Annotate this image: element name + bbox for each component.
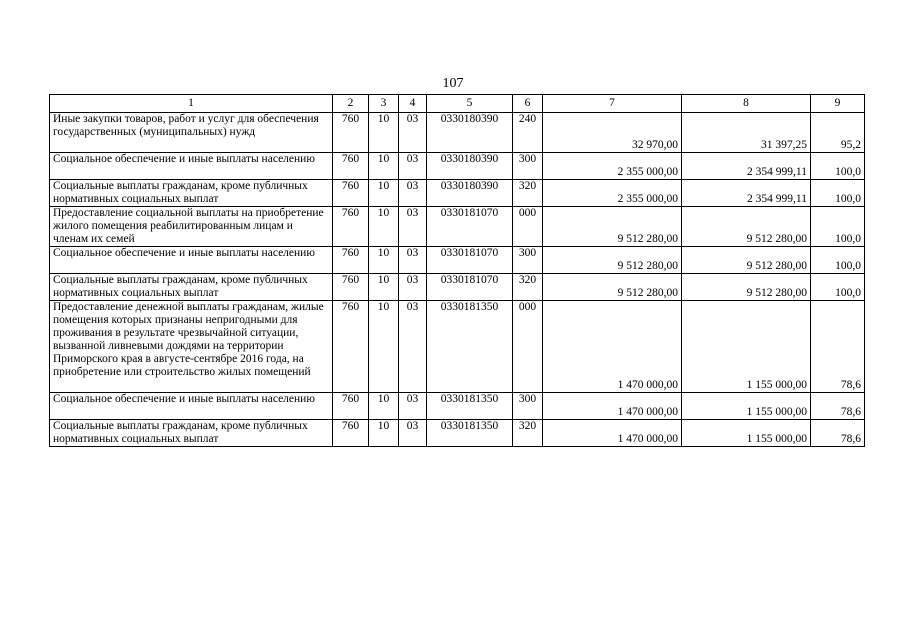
code-cell: 10 [369,153,399,180]
table-row [50,247,865,274]
table-row [50,274,865,301]
row-name: Социальные выплаты гражданам, кроме публичных нормативных социальных выплат [50,274,333,301]
percent-cell: 100,0 [811,180,865,207]
code-cell: 0330181350 [427,420,513,447]
code-cell: 03 [399,247,427,274]
code-cell: 03 [399,301,427,393]
code-cell: 03 [399,420,427,447]
budget-table [49,94,865,447]
column-header: 4 [399,95,427,113]
code-cell: 760 [333,301,369,393]
percent-cell: 100,0 [811,247,865,274]
code-cell: 000 [513,207,543,247]
amount-cell: 9 512 280,00 [682,207,811,247]
code-cell: 10 [369,274,399,301]
percent-cell: 100,0 [811,207,865,247]
table-row [50,113,865,153]
row-name: Иные закупки товаров, работ и услуг для обеспечения государственных (муниципальных) нужд [50,113,333,153]
code-cell: 760 [333,153,369,180]
code-cell: 10 [369,207,399,247]
code-cell: 03 [399,153,427,180]
column-header: 8 [682,95,811,113]
code-cell: 03 [399,274,427,301]
row-name: Социальное обеспечение и иные выплаты населению [50,393,333,420]
table-row [50,180,865,207]
code-cell: 10 [369,113,399,153]
code-cell: 320 [513,420,543,447]
code-cell: 760 [333,207,369,247]
table-header-row [50,95,865,113]
amount-cell: 1 155 000,00 [682,420,811,447]
code-cell: 760 [333,274,369,301]
table-row [50,153,865,180]
row-name: Социальные выплаты гражданам, кроме публичных нормативных социальных выплат [50,180,333,207]
amount-cell: 1 155 000,00 [682,393,811,420]
column-header: 1 [50,95,333,113]
code-cell: 03 [399,393,427,420]
code-cell: 03 [399,207,427,247]
code-cell: 240 [513,113,543,153]
amount-cell: 2 355 000,00 [543,180,682,207]
code-cell: 0330180390 [427,153,513,180]
code-cell: 000 [513,301,543,393]
amount-cell: 2 355 000,00 [543,153,682,180]
code-cell: 0330181070 [427,274,513,301]
percent-cell: 78,6 [811,301,865,393]
code-cell: 03 [399,113,427,153]
code-cell: 10 [369,393,399,420]
row-name: Социальное обеспечение и иные выплаты населению [50,153,333,180]
code-cell: 300 [513,393,543,420]
percent-cell: 78,6 [811,393,865,420]
table-row [50,207,865,247]
amount-cell: 9 512 280,00 [543,247,682,274]
code-cell: 10 [369,247,399,274]
code-cell: 760 [333,420,369,447]
percent-cell: 78,6 [811,420,865,447]
code-cell: 760 [333,113,369,153]
amount-cell: 1 470 000,00 [543,420,682,447]
row-name: Социальное обеспечение и иные выплаты населению [50,247,333,274]
row-name: Предоставление денежной выплаты гражданам, жилые помещения которых признаны непригодными для проживания в результате чрезвычайной ситуации, вызванной ливневыми дождями на территории Приморского края в августе-сентябре 2016 года, на приобретение или строительство жилых помещений [50,301,333,393]
amount-cell: 9 512 280,00 [682,247,811,274]
percent-cell: 100,0 [811,153,865,180]
amount-cell: 2 354 999,11 [682,180,811,207]
code-cell: 0330181350 [427,393,513,420]
code-cell: 10 [369,420,399,447]
amount-cell: 9 512 280,00 [543,274,682,301]
code-cell: 10 [369,301,399,393]
amount-cell: 1 155 000,00 [682,301,811,393]
percent-cell: 95,2 [811,113,865,153]
row-name: Предоставление социальной выплаты на приобретение жилого помещения реабилитированным лицам и членам их семей [50,207,333,247]
column-header: 7 [543,95,682,113]
code-cell: 300 [513,247,543,274]
code-cell: 760 [333,247,369,274]
code-cell: 760 [333,393,369,420]
code-cell: 320 [513,180,543,207]
code-cell: 0330180390 [427,113,513,153]
table-row [50,301,865,393]
amount-cell: 1 470 000,00 [543,393,682,420]
amount-cell: 1 470 000,00 [543,301,682,393]
code-cell: 03 [399,180,427,207]
code-cell: 0330181070 [427,247,513,274]
column-header: 3 [369,95,399,113]
column-header: 6 [513,95,543,113]
column-header: 2 [333,95,369,113]
code-cell: 760 [333,180,369,207]
code-cell: 0330181070 [427,207,513,247]
amount-cell: 9 512 280,00 [543,207,682,247]
page-number: 107 [442,76,464,91]
table-row [50,420,865,447]
column-header: 9 [811,95,865,113]
row-name: Социальные выплаты гражданам, кроме публичных нормативных социальных выплат [50,420,333,447]
code-cell: 300 [513,153,543,180]
table-row [50,393,865,420]
column-header: 5 [427,95,513,113]
code-cell: 0330180390 [427,180,513,207]
code-cell: 0330181350 [427,301,513,393]
code-cell: 10 [369,180,399,207]
amount-cell: 31 397,25 [682,113,811,153]
code-cell: 320 [513,274,543,301]
amount-cell: 2 354 999,11 [682,153,811,180]
percent-cell: 100,0 [811,274,865,301]
amount-cell: 32 970,00 [543,113,682,153]
amount-cell: 9 512 280,00 [682,274,811,301]
